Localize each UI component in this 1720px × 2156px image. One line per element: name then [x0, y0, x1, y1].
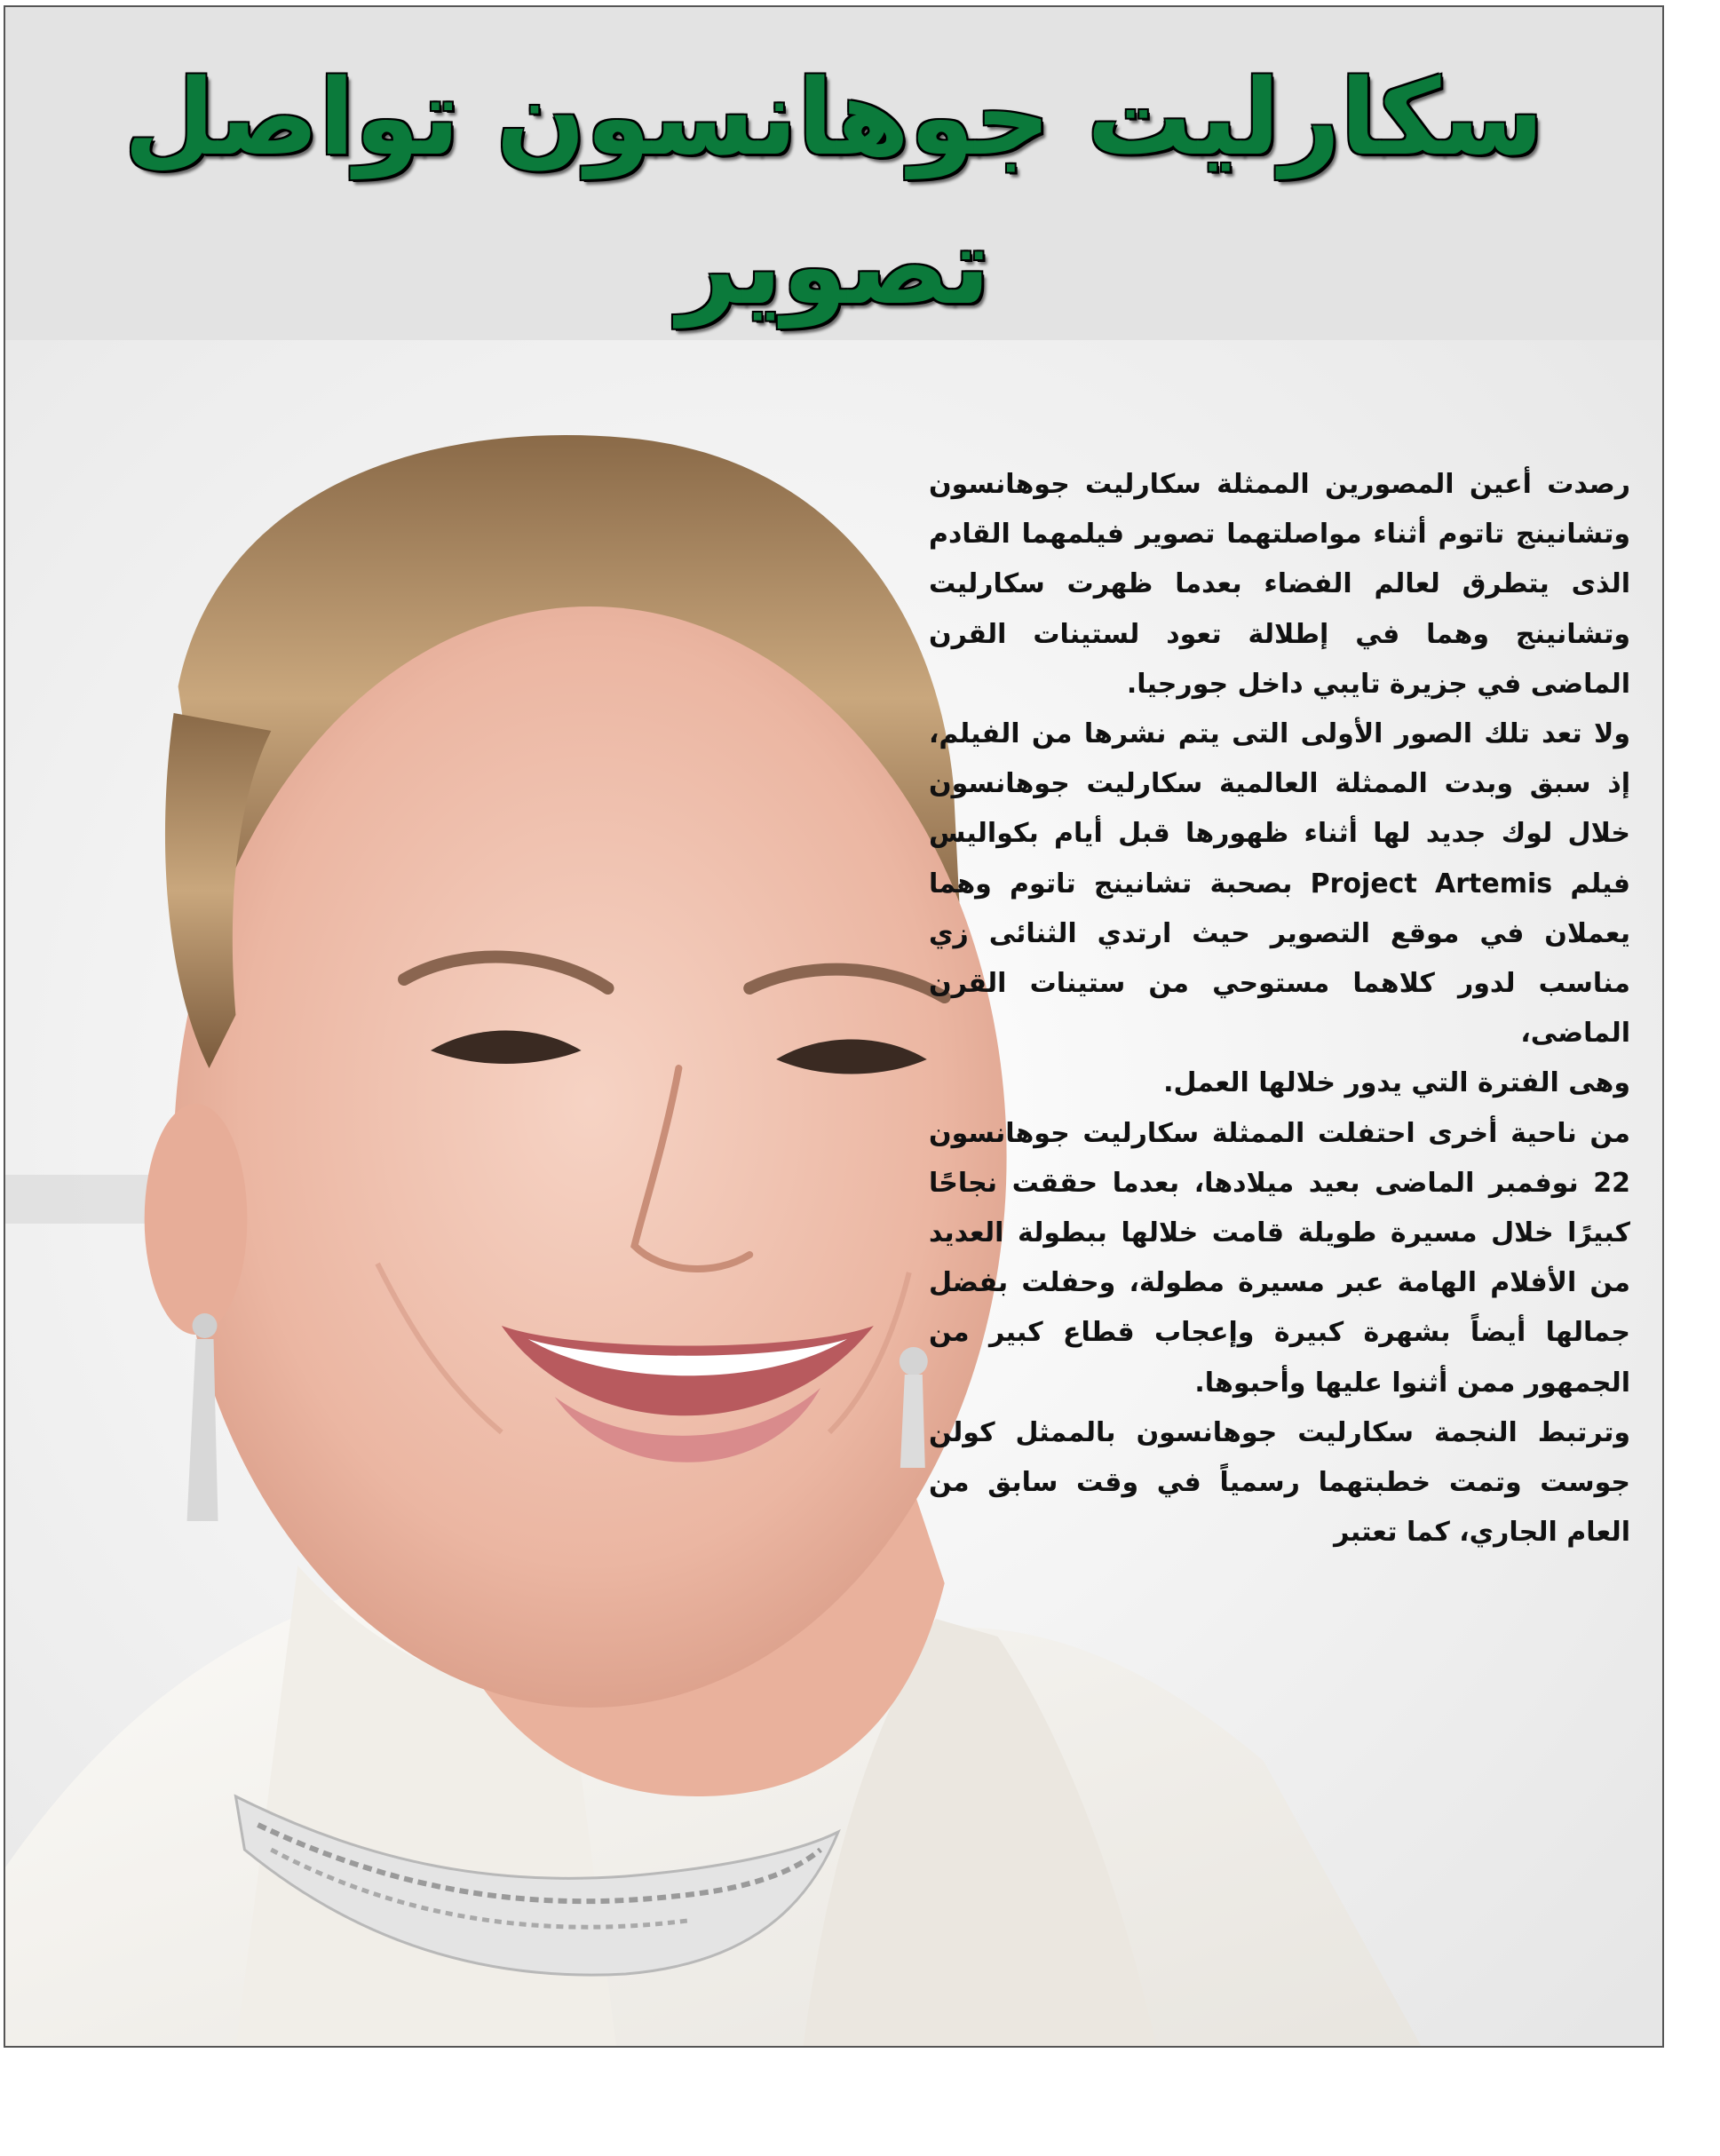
article-paragraph: ولا تعد تلك الصور الأولى التى يتم نشرها من الفيلم، إذ سبق وبدت الممثلة العالمية سكارليت جوهانسون خلال لوك جديد لها أثناء ظهورها قبل أيام بكواليس فيلم Project Artemis بصحبة تشانينج تاتوم وهما يعملان في موقع التصوير حيث ارتدي الثنائى زي مناسب لدور كلاهما مستوحي من ستينات القرن الماضى،: [929, 718, 1631, 1050]
article-paragraph: من ناحية أخرى احتفلت الممثلة سكارليت جوهانسون 22 نوفمبر الماضى بعيد ميلادها، بعدما حققت نجاحًا كبيرًا خلال مسيرة طويلة قامت خلالها ببطولة العديد من الأفلام الهامة عبر مسيرة مطولة، وحفلت بفضل جمالها أيضاً بشهرة كبيرة وإعجاب قطاع كبير من الجمهور ممن أثنوا عليها وأحبوها.: [929, 1117, 1630, 1399]
article-paragraph: وترتبط النجمة سكارليت جوهانسون بالممثل كولن جوست وتمت خطبتهما رسمياً في وقت سابق من العام الجاري، كما تعتبر: [929, 1416, 1630, 1549]
article-body: [929, 460, 1630, 1558]
newspaper-page: [4, 5, 1664, 2048]
article-paragraph: رصدت أعين المصورين الممثلة سكارليت جوهانسون وتشانينج تاتوم أثناء مواصلتهما تصوير فيلمهما القادم الذى يتطرق لعالم الفضاء بعدما ظهرت سكارليت وتشانينج وهما في إطلالة تعود لستينات القرن الماضى في جزيرة تايبي داخل جورجيا.: [929, 469, 1630, 700]
article-paragraph: وهى الفترة التي يدور خلالها العمل.: [1163, 1067, 1630, 1099]
headline-line-1: سكارليت جوهانسون تواصل تصوير: [123, 56, 1544, 328]
